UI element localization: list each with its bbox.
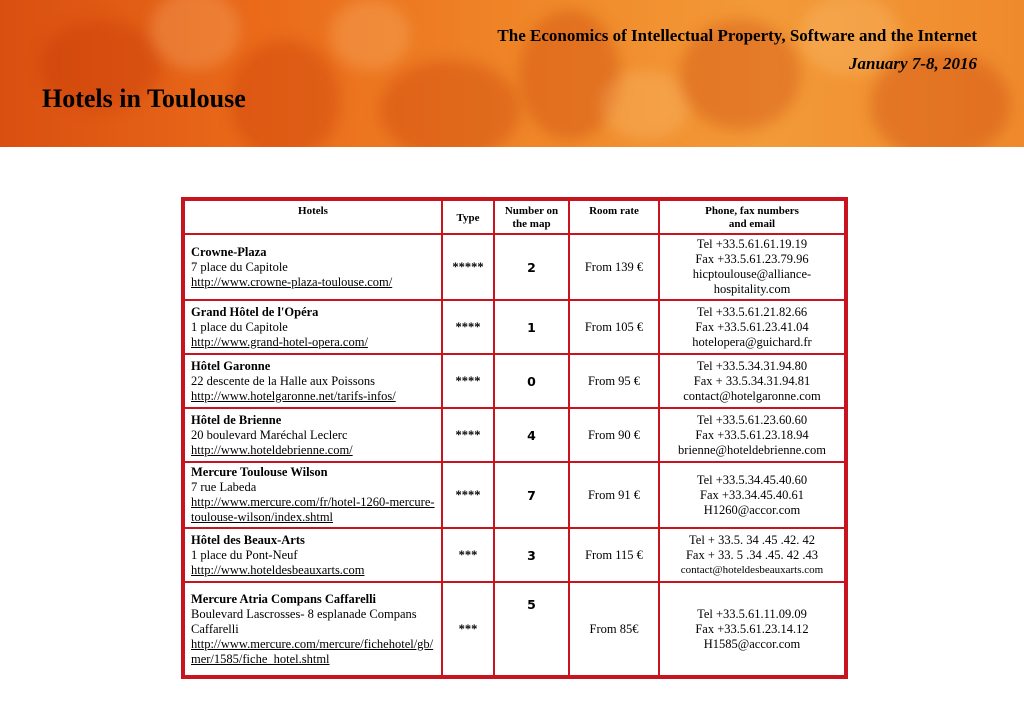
hotel-email: contact@hoteldesbeauxarts.com bbox=[680, 563, 824, 576]
hotel-email: hotelopera@guichard.fr bbox=[692, 334, 812, 349]
room-rate: From 115 € bbox=[570, 529, 658, 581]
hotel-email: contact@hotelgaronne.com bbox=[683, 388, 821, 403]
hotel-tel: Tel +33.5.34.45.40.60 bbox=[696, 472, 808, 487]
table-row bbox=[185, 355, 844, 407]
hotel-name: Mercure Atria Compans Caffarelli bbox=[191, 591, 377, 606]
hotel-tel: Tel +33.5.61.61.19.19 bbox=[696, 237, 808, 251]
hotel-cell bbox=[185, 355, 441, 407]
hotel-type: **** bbox=[443, 301, 493, 353]
hotel-type: *** bbox=[443, 529, 493, 581]
hotel-fax: Fax +33.5.61.23.18.94 bbox=[695, 427, 809, 442]
table-header-row bbox=[185, 201, 844, 233]
room-rate: From 90 € bbox=[570, 409, 658, 461]
map-number: 3 bbox=[495, 529, 568, 581]
header-banner bbox=[0, 0, 1024, 147]
hotel-name: Hôtel Garonne bbox=[191, 358, 271, 373]
hotel-cell bbox=[185, 409, 441, 461]
hotel-name: Mercure Toulouse Wilson bbox=[191, 465, 328, 479]
room-rate: From 105 € bbox=[570, 301, 658, 353]
hotel-website-link[interactable]: http://www.mercure.com/mercure/fichehotel/gb/mer/1585/fiche_hotel.shtml bbox=[191, 636, 434, 666]
map-number: 7 bbox=[495, 463, 568, 527]
hotel-address: Boulevard Lascrosses- 8 esplanade Compans Caffarelli bbox=[191, 606, 417, 636]
table-row bbox=[185, 301, 844, 353]
column-header-contact: Phone, fax numbers and email bbox=[660, 201, 844, 233]
hotel-fax: Fax +33.5.61.23.41.04 bbox=[695, 319, 809, 334]
table-row bbox=[185, 235, 844, 299]
hotel-address: 20 boulevard Maréchal Leclerc bbox=[191, 427, 348, 442]
conference-title: The Economics of Intellectual Property, Software and the Internet bbox=[497, 26, 977, 45]
hotel-cell bbox=[185, 583, 441, 675]
hotel-name: Crowne-Plaza bbox=[191, 244, 267, 259]
contact-cell bbox=[660, 301, 844, 353]
room-rate: From 85€ bbox=[570, 583, 658, 675]
hotel-website-link[interactable]: http://www.mercure.com/fr/hotel-1260-mercure-toulouse-wilson/index.shtml bbox=[191, 495, 435, 524]
hotel-type: **** bbox=[443, 409, 493, 461]
table-row bbox=[185, 463, 844, 527]
hotel-fax: Fax + 33.5.34.31.94.81 bbox=[693, 373, 811, 388]
hotel-website-link[interactable]: http://www.hoteldesbeauxarts.com bbox=[191, 562, 365, 577]
room-rate: From 139 € bbox=[570, 235, 658, 299]
hotel-website-link[interactable]: http://www.hoteldebrienne.com/ bbox=[191, 442, 353, 457]
hotel-type: **** bbox=[443, 463, 493, 527]
contact-cell bbox=[660, 463, 844, 527]
room-rate: From 91 € bbox=[570, 463, 658, 527]
hotel-tel: Tel +33.5.61.21.82.66 bbox=[696, 304, 808, 319]
hotel-tel: Tel +33.5.61.11.09.09 bbox=[697, 606, 807, 621]
column-header-type: Type bbox=[443, 201, 493, 233]
hotel-address: 7 place du Capitole bbox=[191, 259, 288, 274]
hotel-name: Hôtel des Beaux-Arts bbox=[191, 532, 305, 547]
hotel-email: H1260@accor.com bbox=[703, 502, 801, 517]
contact-cell bbox=[660, 355, 844, 407]
map-number: 0 bbox=[495, 355, 568, 407]
hotel-website-link[interactable]: http://www.crowne-plaza-toulouse.com/ bbox=[191, 274, 393, 289]
hotel-address: 1 place du Capitole bbox=[191, 319, 288, 334]
table-row bbox=[185, 529, 844, 581]
hotel-website-link[interactable]: http://www.grand-hotel-opera.com/ bbox=[191, 334, 368, 349]
hotel-name: Grand Hôtel de l'Opéra bbox=[191, 304, 319, 319]
hotel-type: ***** bbox=[443, 235, 493, 299]
table-row bbox=[185, 583, 844, 675]
hotel-cell bbox=[185, 301, 441, 353]
hotel-cell bbox=[185, 235, 441, 299]
contact-cell bbox=[660, 529, 844, 581]
column-header-hotels: Hotels bbox=[185, 201, 441, 233]
hotel-fax: Fax + 33. 5 .34 .45. 42 .43 bbox=[685, 547, 819, 562]
hotel-fax: Fax +33.5.61.23.79.96 bbox=[695, 252, 809, 266]
hotel-address: 1 place du Pont-Neuf bbox=[191, 547, 298, 562]
hotel-name: Hôtel de Brienne bbox=[191, 412, 282, 427]
hotel-cell bbox=[185, 529, 441, 581]
hotel-website-link[interactable]: http://www.hotelgaronne.net/tarifs-infos/ bbox=[191, 388, 396, 403]
contact-cell bbox=[660, 583, 844, 675]
map-number: 1 bbox=[495, 301, 568, 353]
contact-cell bbox=[660, 409, 844, 461]
contact-cell bbox=[660, 235, 844, 299]
map-number: 5 bbox=[495, 583, 568, 675]
hotel-fax: Fax +33.34.45.40.61 bbox=[700, 487, 804, 502]
hotel-email: H1585@accor.com bbox=[703, 636, 801, 651]
hotel-tel: Tel +33.5.34.31.94.80 bbox=[696, 358, 808, 373]
hotels-table bbox=[181, 197, 848, 679]
hotel-type: **** bbox=[443, 355, 493, 407]
room-rate: From 95 € bbox=[570, 355, 658, 407]
hotel-email: hicptoulouse@alliance-hospitality.com bbox=[692, 267, 812, 296]
hotel-type: *** bbox=[443, 583, 493, 675]
hotel-cell bbox=[185, 463, 441, 527]
column-header-room-rate: Room rate bbox=[570, 201, 658, 233]
conference-date: January 7-8, 2016 bbox=[849, 54, 977, 73]
hotel-fax: Fax +33.5.61.23.14.12 bbox=[695, 621, 809, 636]
map-number: 2 bbox=[495, 235, 568, 299]
table-row bbox=[185, 409, 844, 461]
map-number: 4 bbox=[495, 409, 568, 461]
hotel-email: brienne@hoteldebrienne.com bbox=[678, 442, 826, 457]
page-title: Hotels in Toulouse bbox=[42, 84, 246, 113]
hotel-address: 7 rue Labeda bbox=[191, 480, 257, 494]
column-header-map-number: Number on the map bbox=[495, 201, 568, 233]
hotel-tel: Tel +33.5.61.23.60.60 bbox=[696, 412, 808, 427]
hotel-tel: Tel + 33.5. 34 .45 .42. 42 bbox=[689, 532, 815, 547]
hotel-address: 22 descente de la Halle aux Poissons bbox=[191, 373, 375, 388]
